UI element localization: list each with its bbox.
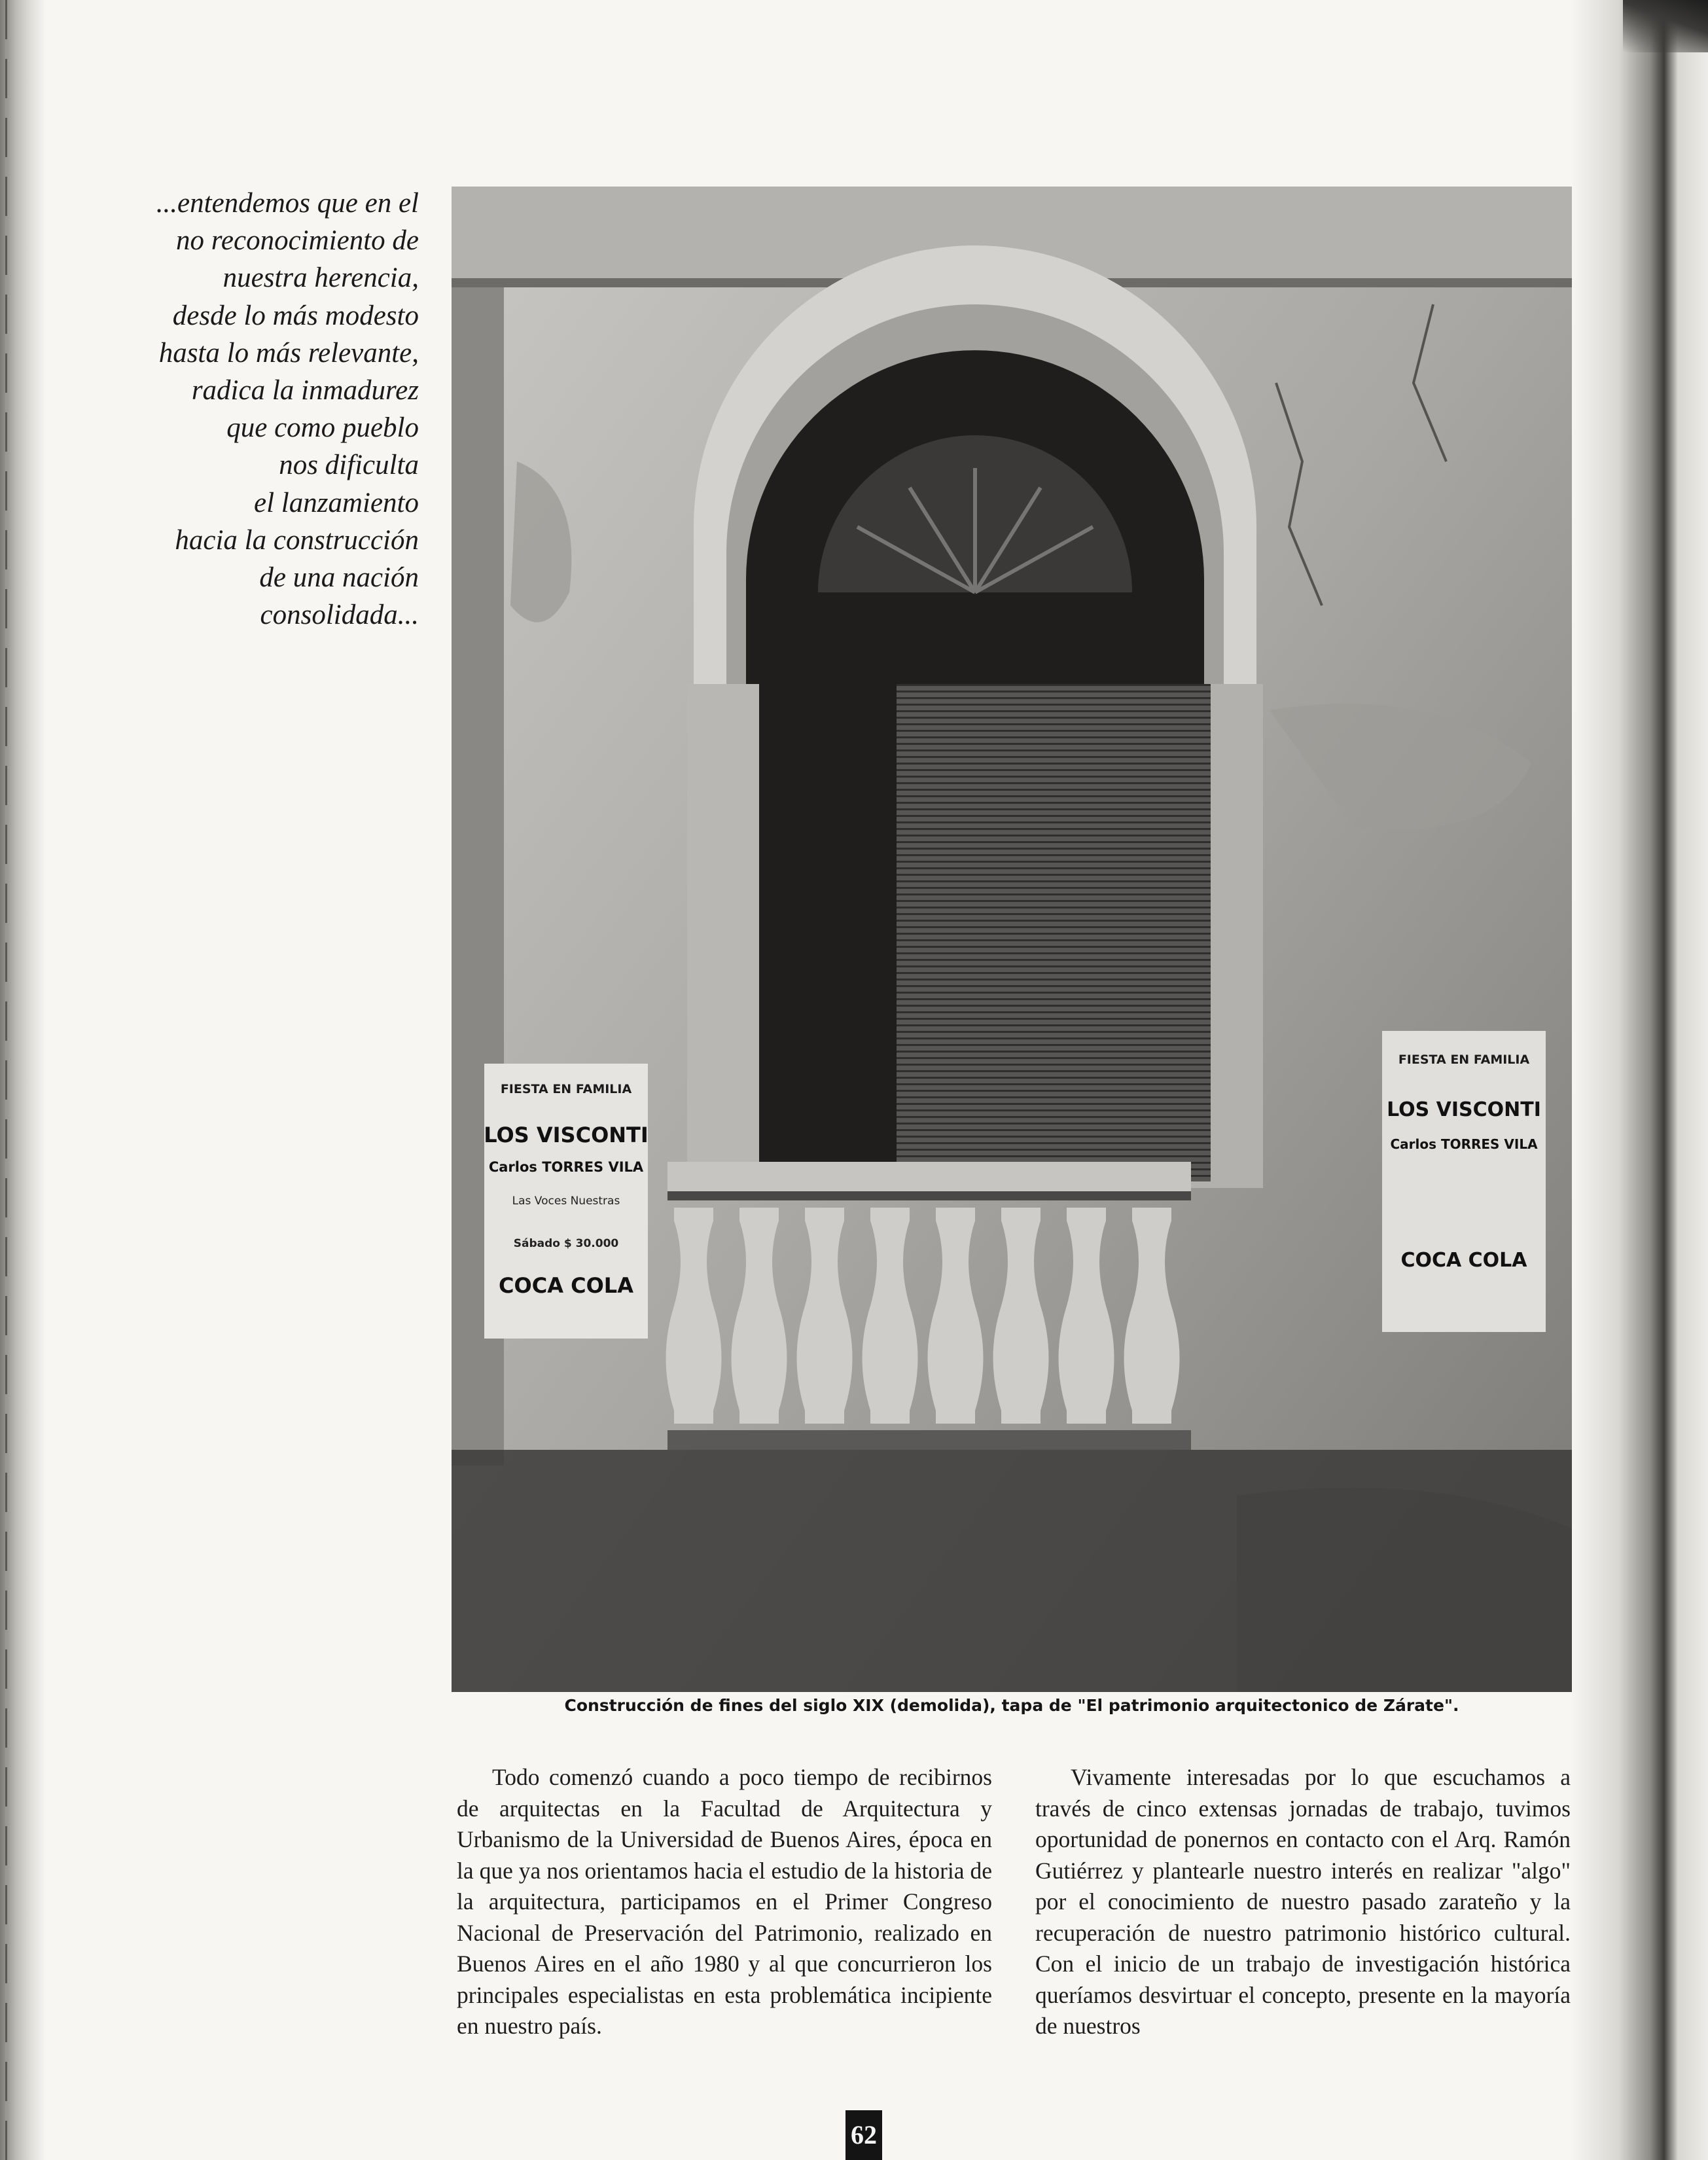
poster-text: Sábado $ 30.000 xyxy=(513,1237,619,1250)
binding-edge xyxy=(0,0,46,2160)
balcony-base xyxy=(667,1430,1191,1450)
right-poster xyxy=(1382,1031,1546,1332)
pull-quote-line: que como pueblo xyxy=(226,412,419,444)
balcony-ledge-shadow xyxy=(667,1191,1191,1200)
pull-quote-line: de una nación xyxy=(259,562,419,594)
pull-quote-line: consolidada... xyxy=(260,600,419,631)
book-gutter xyxy=(1571,0,1708,2160)
pull-quote-line: desde lo más modesto xyxy=(172,300,419,331)
left-jamb xyxy=(687,684,759,1188)
text-column-left xyxy=(457,1762,992,2042)
poster-paper xyxy=(1382,1031,1546,1332)
poster-text: Carlos TORRES VILA xyxy=(1390,1136,1538,1152)
photo-caption: Construcción de fines del siglo XIX (demolida), tapa de "El patrimonio arquitectonico de Zárate". xyxy=(564,1696,1459,1715)
left-poster xyxy=(484,1064,649,1339)
balcony-ledge xyxy=(667,1162,1191,1195)
pull-quote-line: nos dificulta xyxy=(279,450,419,481)
pull-quote-line: radica la inmadurez xyxy=(191,375,419,406)
pull-quote-line: hacia la construcción xyxy=(175,524,419,556)
pull-quote-line: el lanzamiento xyxy=(254,487,419,518)
pull-quote xyxy=(98,185,419,634)
body-paragraph: Vivamente interesadas por lo que escuchamos a través de cinco extensas jornadas de trabajo, tuvimos oportunidad de ponernos en contacto con el Arq. Ramón Gutiérrez y plantearle nuestro interés en realizar "algo" por el conocimiento de nuestro pasado zarateño y la recuperación de nuestro patrimonio histórico cultural. Con el inicio de un trabajo de investigación histórica queríamos desvirtuar el concepto, presente en la mayoría de nuestros xyxy=(1035,1764,1571,2039)
poster-text: FIESTA EN FAMILIA xyxy=(500,1082,632,1096)
poster-text: LOS VISCONTI xyxy=(1387,1098,1541,1121)
pull-quote-line: hasta lo más relevante, xyxy=(158,337,419,369)
pull-quote-line: nuestra herencia, xyxy=(222,262,419,294)
poster-text: Carlos TORRES VILA xyxy=(488,1159,644,1175)
lower-wall xyxy=(452,1450,1572,1692)
poster-text: COCA COLA xyxy=(1400,1249,1527,1272)
poster-text: COCA COLA xyxy=(499,1273,633,1298)
facade-illustration xyxy=(452,187,1572,1692)
rolling-shutter xyxy=(897,684,1211,1181)
poster-text: Las Voces Nuestras xyxy=(512,1195,620,1208)
text-column-right xyxy=(1035,1762,1571,2042)
poster-text: FIESTA EN FAMILIA xyxy=(1398,1053,1530,1067)
poster-text: LOS VISCONTI xyxy=(484,1123,649,1147)
pull-quote-line: ...entendemos que en el xyxy=(156,188,419,219)
pull-quote-line: no reconocimiento de xyxy=(176,225,419,257)
page-corner-shadow xyxy=(1623,0,1708,52)
body-paragraph: Todo comenzó cuando a poco tiempo de recibirnos de arquitectas en la Facultad de Arquitectura y Urbanismo de la Universidad de Buenos Aires, época en la que ya nos orientamos hacia el estudio de la historia de la arquitectura, participamos en el Primer Congreso Nacional de Preservación del Patrimonio, realizado en Buenos Aires en el año 1980 y al que concurrieron los principales especialistas en esta problemática incipiente en nuestro país. xyxy=(457,1764,992,2039)
page-number: 62 xyxy=(845,2110,882,2160)
facade-photograph xyxy=(452,187,1572,1692)
